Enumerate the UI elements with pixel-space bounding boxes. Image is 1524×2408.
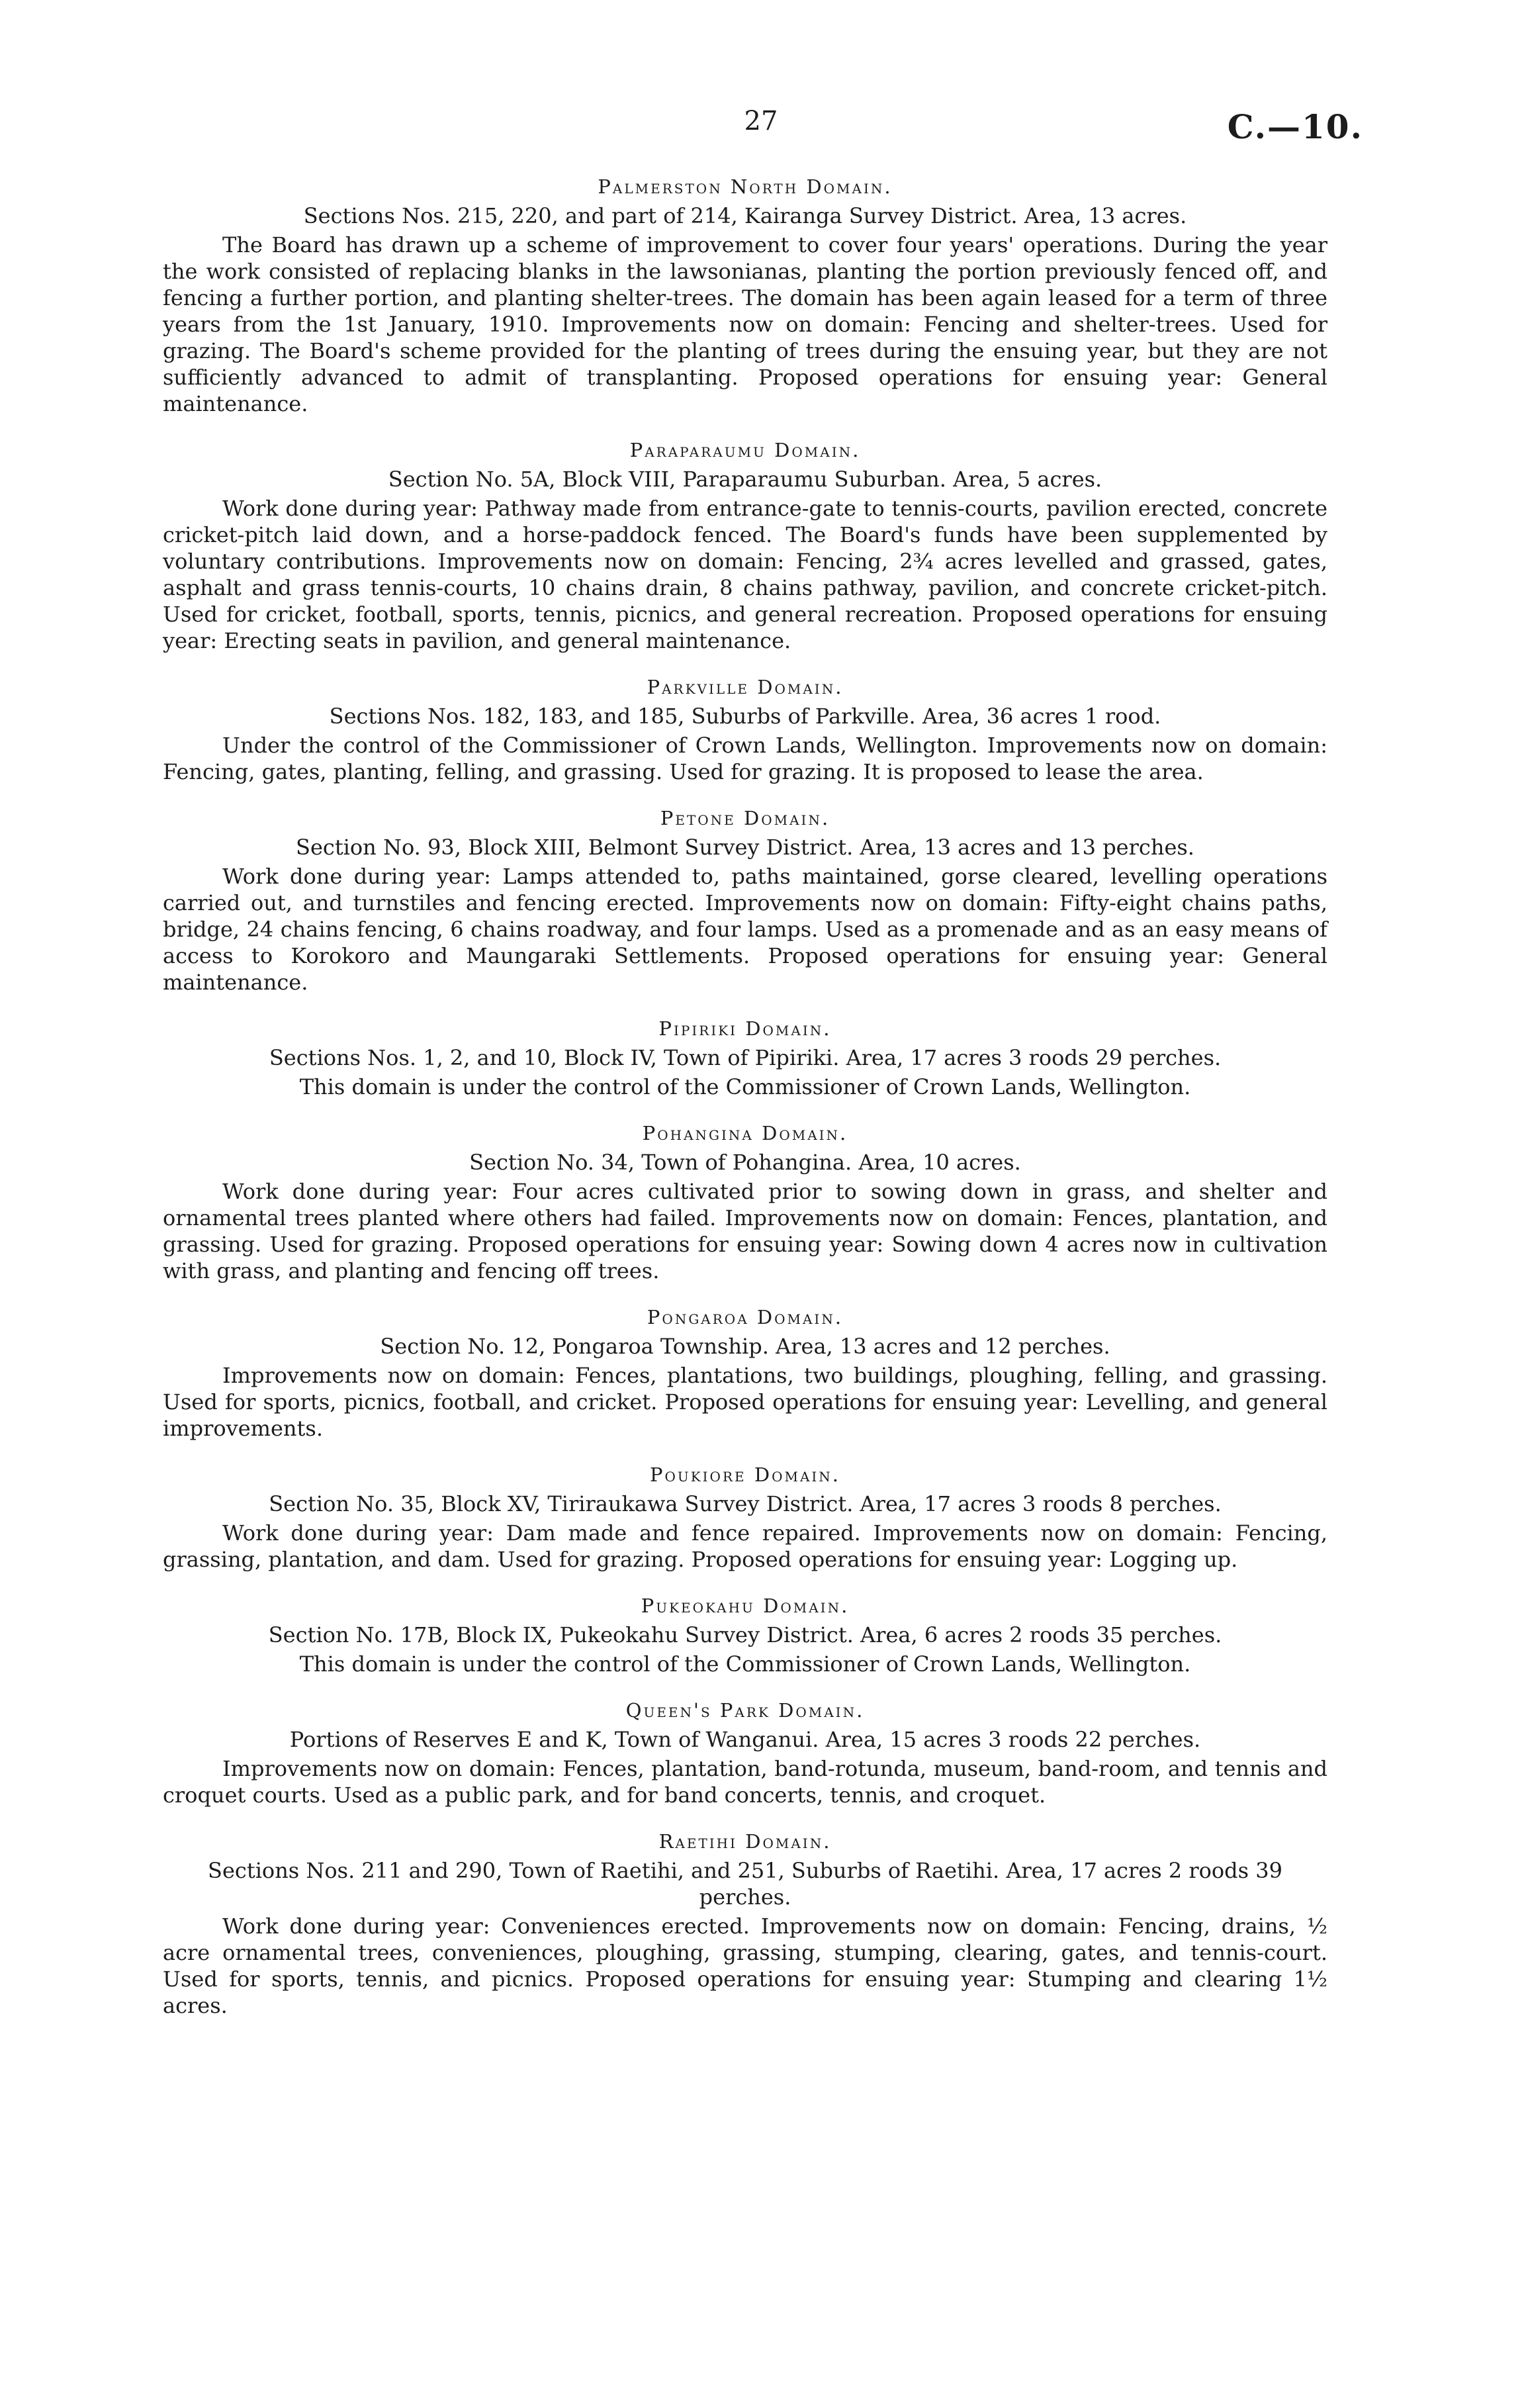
domain-report: This domain is under the control of the Commissioner of Crown Lands, Wellington. <box>299 1651 1191 1677</box>
domain-report: Work done during year: Lamps attended to, paths maintained, gorse cleared, levelling operations carried out, and turnstiles and fencing erected. Improvements now on domain: Fifty-eight chains paths, bridge, 24 chains fencing, 6 chains roadway, and four lamps. Used as a promenade and as an easy means of access to Korokoro and Maungaraki Settlements. Proposed operations for ensuing year: General maintenance. <box>163 864 1327 995</box>
domain-heading: Paraparaumu Domain. <box>629 439 861 461</box>
domain-report: Work done during year: Dam made and fence repaired. Improvements now on domain: Fencing, grassing, plantation, and dam. Used for grazing. Proposed operations for ensuing year: Logging up. <box>163 1520 1327 1572</box>
section-description: Sections Nos. 1, 2, and 10, Block IV, Town of Pipiriki. Area, 17 acres 3 roods 29 perches. <box>269 1045 1222 1070</box>
section-description: Section No. 93, Block XIII, Belmont Survey District. Area, 13 acres and 13 perches. <box>296 835 1194 860</box>
domain-heading: Parkville Domain. <box>647 676 844 698</box>
domain-heading: Pukeokahu Domain. <box>641 1595 850 1617</box>
domain-heading: Queen's Park Domain. <box>625 1699 865 1722</box>
domain-heading: Petone Domain. <box>660 807 830 829</box>
section-description: Section No. 17B, Block IX, Pukeokahu Survey District. Area, 6 acres 2 roods 35 perches. <box>268 1622 1222 1647</box>
domain-entry-petone <box>163 805 1327 996</box>
page-number: 27 <box>744 106 778 136</box>
domain-heading: Pongaroa Domain. <box>647 1306 844 1328</box>
domain-heading: Pohangina Domain. <box>642 1122 848 1144</box>
domain-report: Work done during year: Four acres cultivated prior to sowing down in grass, and shelter and ornamental trees planted where others had failed. Improvements now on domain: Fences, plantation, and grassing. Used for grazing. Proposed operations for ensuing year: Sowing down 4 acres now in cultivation with grass, and planting and fencing off trees. <box>163 1179 1327 1283</box>
domain-entry-pohangina <box>163 1120 1327 1284</box>
domain-report: Work done during year: Pathway made from entrance-gate to tennis-courts, pavilion erected, concrete cricket-pitch laid down, and a horse-paddock fenced. The Board's funds have been supplemented by voluntary contributions. Improvements now on domain: Fencing, 2¾ acres levelled and grassed, gates, asphalt and grass tennis-courts, 10 chains drain, 8 chains pathway, pavilion, and concrete cricket-pitch. Used for cricket, football, sports, tennis, picnics, and general recreation. Proposed operations for ensuing year: Erecting seats in pavilion, and general maintenance. <box>163 496 1327 653</box>
domain-heading: Pipiriki Domain. <box>658 1017 832 1040</box>
section-description: Section No. 12, Pongaroa Township. Area, 13 acres and 12 perches. <box>380 1334 1110 1359</box>
domain-entry-palmerston-north <box>163 173 1327 417</box>
domain-entry-parkville <box>163 674 1327 785</box>
domain-report: Improvements now on domain: Fences, plantations, two buildings, ploughing, felling, and grassing. Used for sports, picnics, football, and cricket. Proposed operations for ensuing year: Levelling, and general improvements. <box>163 1363 1327 1441</box>
domain-entry-poukiore <box>163 1461 1327 1573</box>
domain-entry-raetihi <box>163 1828 1327 2019</box>
domain-entry-pukeokahu <box>163 1593 1327 1677</box>
domain-report: Work done during year: Conveniences erected. Improvements now on domain: Fencing, drains, ½ acre ornamental trees, conveniences, ploughing, grassing, stumping, clearing, gates, and tennis-court. Used for sports, tennis, and picnics. Proposed operations for ensuing year: Stumping and clearing 1½ acres. <box>163 1914 1327 2018</box>
document-reference: C.—10. <box>1227 107 1363 146</box>
section-description: Portions of Reserves E and K, Town of Wanganui. Area, 15 acres 3 roods 22 perches. <box>289 1727 1201 1752</box>
domain-heading: Poukiore Domain. <box>649 1463 841 1486</box>
section-description: Section No. 35, Block XV, Tiriraukawa Survey District. Area, 17 acres 3 roods 8 perches. <box>269 1491 1222 1516</box>
domain-entry-pipiriki <box>163 1015 1327 1100</box>
domain-entry-queens-park <box>163 1697 1327 1808</box>
domain-report: The Board has drawn up a scheme of improvement to cover four years' operations. During the year the work consisted of replacing blanks in the lawsonianas, planting the portion previously fenced off, and fencing a further portion, and planting shelter-trees. The domain has been again leased for a term of three years from the 1st January, 1910. Improvements now on domain: Fencing and shelter-trees. Used for grazing. The Board's scheme provided for the planting of trees during the ensuing year, but they are not sufficiently advanced to admit of transplanting. Proposed operations for ensuing year: General maintenance. <box>163 232 1327 416</box>
domain-report: Under the control of the Commissioner of Crown Lands, Wellington. Improvements now on domain: Fencing, gates, planting, felling, and grassing. Used for grazing. It is proposed to lease the area. <box>163 733 1327 784</box>
section-description: Sections Nos. 182, 183, and 185, Suburbs of Parkville. Area, 36 acres 1 rood. <box>329 704 1161 729</box>
domain-report: Improvements now on domain: Fences, plantation, band-rotunda, museum, band-room, and tennis and croquet courts. Used as a public park, and for band concerts, tennis, and croquet. <box>163 1756 1327 1808</box>
domain-heading: Palmerston North Domain. <box>598 175 893 198</box>
section-description: Section No. 34, Town of Pohangina. Area, 10 acres. <box>469 1150 1021 1175</box>
domain-entry-pongaroa <box>163 1304 1327 1442</box>
section-description: Section No. 5A, Block VIII, Paraparaumu Suburban. Area, 5 acres. <box>388 467 1102 492</box>
domain-heading: Raetihi Domain. <box>658 1830 832 1853</box>
domain-entry-paraparaumu <box>163 437 1327 654</box>
section-description: Sections Nos. 211 and 290, Town of Raetihi, and 251, Suburbs of Raetihi. Area, 17 acres 2 roods 39 perches. <box>208 1858 1282 1910</box>
section-description: Sections Nos. 215, 220, and part of 214, Kairanga Survey District. Area, 13 acres. <box>303 203 1187 228</box>
domain-list <box>163 173 1327 2019</box>
domain-report: This domain is under the control of the Commissioner of Crown Lands, Wellington. <box>299 1074 1191 1099</box>
